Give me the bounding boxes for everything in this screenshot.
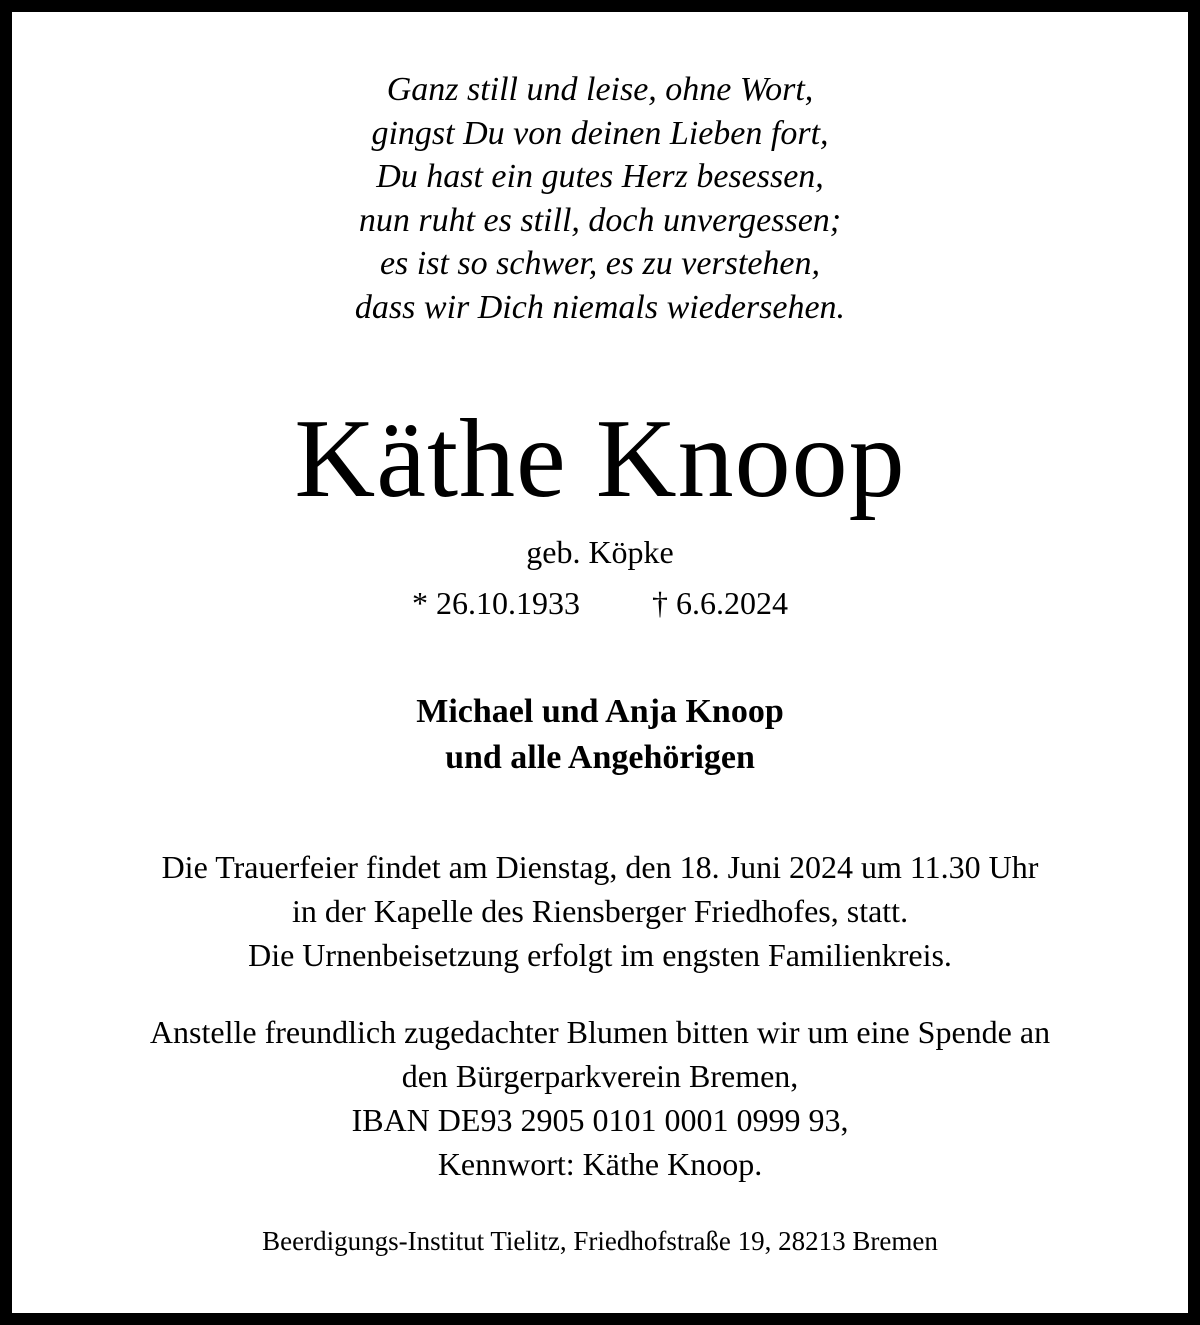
donation-line: den Bürgerparkverein Bremen, [401, 1058, 799, 1094]
service-line: in der Kapelle des Riensberger Friedhofes, statt. [291, 893, 909, 929]
service-line: Die Trauerfeier findet am Dienstag, den 18. Juni 2024 um 11.30 Uhr [161, 849, 1039, 885]
donation-line: Anstelle freundlich zugedachter Blumen bitten wir um eine Spende an [149, 1014, 1051, 1050]
poem-line: nun ruht es still, doch unvergessen; [358, 201, 842, 239]
poem-line: dass wir Dich niemals wiedersehen. [354, 288, 846, 326]
mourners-block [12, 689, 1188, 781]
birth-name: geb. Köpke [526, 534, 674, 570]
poem-line: gingst Du von deinen Lieben fort, [371, 114, 829, 152]
donation-keyword: Kennwort: Käthe Knoop. [437, 1146, 763, 1182]
mourners-line: Michael und Anja Knoop [416, 693, 784, 730]
death-date: † 6.6.2024 [652, 585, 788, 621]
poem-line: es ist so schwer, es zu verstehen, [379, 245, 821, 282]
poem-line: Du hast ein gutes Herz besessen, [376, 158, 824, 195]
poem-line: Ganz still und leise, ohne Wort, [386, 71, 814, 108]
memorial-poem [12, 68, 1188, 329]
mourners-line: und alle Angehörigen [445, 739, 755, 776]
donation-info [12, 1010, 1188, 1186]
funeral-home: Beerdigungs-Institut Tielitz, Friedhofstraße 19, 28213 Bremen [262, 1226, 938, 1256]
birth-date: * 26.10.1933 [412, 585, 580, 621]
service-info [12, 845, 1188, 977]
service-line: Die Urnenbeisetzung erfolgt im engsten Familienkreis. [248, 937, 952, 973]
donation-iban: IBAN DE93 2905 0101 0001 0999 93, [351, 1102, 849, 1138]
life-dates [12, 582, 1188, 624]
deceased-name: Käthe Knoop [294, 397, 906, 521]
